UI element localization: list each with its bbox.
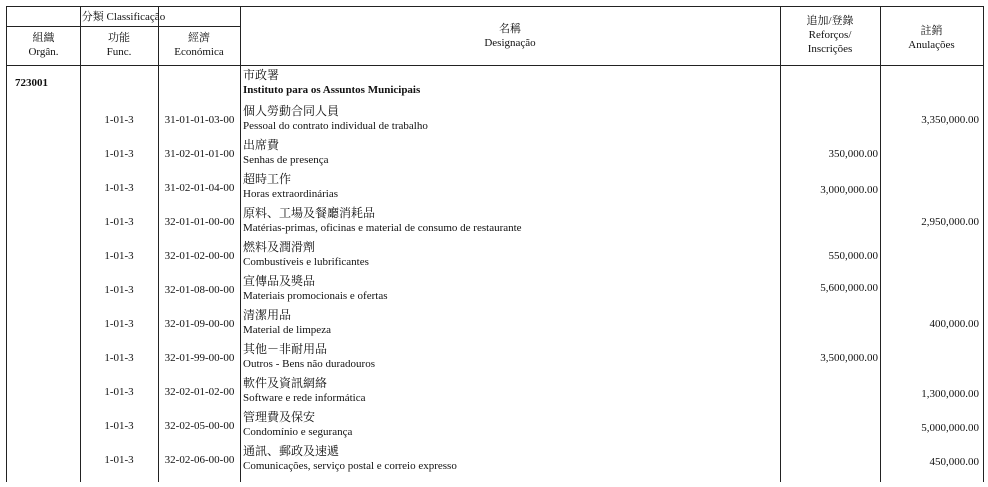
- header-divider: [7, 26, 240, 27]
- table-row: [7, 442, 983, 476]
- designation-zh: 個人勞動合同人員: [243, 104, 340, 118]
- designation-pt: Senhas de presença: [243, 154, 329, 166]
- designation-zh: 清潔用品: [243, 308, 292, 322]
- anulacao-value: 400,000.00: [929, 318, 979, 330]
- reforco-value: 550,000.00: [828, 250, 878, 262]
- table-row: [7, 204, 983, 238]
- header-bottom-line: [7, 65, 983, 66]
- eco-code: 32-01-09-00-00: [164, 318, 235, 330]
- table-row: [7, 102, 983, 136]
- func-code: 1-01-3: [104, 386, 134, 398]
- header-designacao-zh: 名稱: [499, 23, 521, 35]
- eco-code: 32-01-02-00-00: [164, 250, 235, 262]
- table-row: [7, 272, 983, 306]
- designation-pt: Materiais promocionais e ofertas: [243, 290, 388, 302]
- eco-code: 31-02-01-01-00: [164, 148, 235, 160]
- designation-pt: Outros - Bens não duradouros: [243, 358, 375, 370]
- designation-pt: Combustíveis e lubrificantes: [243, 256, 369, 268]
- institution-name-pt: Instituto para os Assuntos Municipais: [243, 84, 421, 96]
- header-organ-pt: Orgân.: [28, 46, 59, 58]
- header-reforco-pt1: Reforços/: [808, 29, 852, 41]
- eco-code: 32-01-08-00-00: [164, 284, 235, 296]
- designation-zh: 原料、工場及餐廳消耗品: [243, 206, 376, 220]
- eco-code: 32-02-06-00-00: [164, 454, 235, 466]
- header-func-zh: 功能: [108, 32, 130, 44]
- designation-zh: 管理費及保安: [243, 410, 316, 424]
- budget-table: [6, 6, 984, 482]
- header-anul-pt: Anulações: [908, 39, 955, 51]
- designation-zh: 通訊、郵政及速遞: [243, 444, 340, 458]
- header-classificacao: 分類 Classificação: [81, 11, 166, 23]
- table-row: [7, 238, 983, 272]
- func-code: 1-01-3: [104, 454, 134, 466]
- header-reforco-pt2: Inscrições: [807, 43, 853, 55]
- table-row: [7, 408, 983, 442]
- designation-zh: 燃料及潤滑劑: [243, 240, 316, 254]
- eco-code: 32-02-05-00-00: [164, 420, 235, 432]
- designation-zh: 出席費: [243, 138, 280, 152]
- institution-name-zh: 市政署: [243, 68, 280, 82]
- table-row: [7, 340, 983, 374]
- reforco-value: 3,000,000.00: [820, 184, 878, 196]
- designation-pt: Horas extraordinárias: [243, 188, 338, 200]
- designation-zh: 宣傳品及獎品: [243, 274, 316, 288]
- organ-code: 723001: [15, 77, 48, 89]
- func-code: 1-01-3: [104, 420, 134, 432]
- reforco-value: 3,500,000.00: [820, 352, 878, 364]
- table-row: [7, 170, 983, 204]
- table-row: [7, 136, 983, 170]
- designation-pt: Software e rede informática: [243, 392, 366, 404]
- designation-pt: Material de limpeza: [243, 324, 331, 336]
- reforco-value: 5,600,000.00: [820, 282, 878, 294]
- eco-code: 32-01-99-00-00: [164, 352, 235, 364]
- designation-pt: Matérias-primas, oficinas e material de consumo de restaurante: [243, 222, 522, 234]
- func-code: 1-01-3: [104, 114, 134, 126]
- anulacao-value: 2,950,000.00: [921, 216, 979, 228]
- anulacao-value: 1,300,000.00: [921, 388, 979, 400]
- func-code: 1-01-3: [104, 182, 134, 194]
- eco-code: 31-01-01-03-00: [164, 114, 235, 126]
- header-reforco-zh: 追加/登錄: [806, 15, 854, 27]
- anulacao-value: 450,000.00: [929, 456, 979, 468]
- designation-zh: 其他－非耐用品: [243, 342, 328, 356]
- header-func-pt: Func.: [106, 46, 132, 58]
- func-code: 1-01-3: [104, 148, 134, 160]
- table-row: [7, 306, 983, 340]
- designation-pt: Condomínio e segurança: [243, 426, 353, 438]
- func-code: 1-01-3: [104, 352, 134, 364]
- anulacao-value: 5,000,000.00: [921, 422, 979, 434]
- func-code: 1-01-3: [104, 250, 134, 262]
- reforco-value: 350,000.00: [828, 148, 878, 160]
- header-organ-zh: 組織: [32, 32, 55, 44]
- eco-code: 31-02-01-04-00: [164, 182, 235, 194]
- designation-pt: Pessoal do contrato individual de trabalho: [243, 120, 428, 132]
- designation-zh: 軟件及資訊網絡: [243, 376, 328, 390]
- eco-code: 32-01-01-00-00: [164, 216, 235, 228]
- header-designacao-pt: Designação: [484, 37, 536, 49]
- table-row: [7, 374, 983, 408]
- func-code: 1-01-3: [104, 284, 134, 296]
- eco-code: 32-02-01-02-00: [164, 386, 235, 398]
- header-anul-zh: 註銷: [920, 25, 943, 37]
- header-eco-zh: 經濟: [188, 32, 210, 44]
- header-eco-pt: Económica: [174, 46, 224, 58]
- anulacao-value: 3,350,000.00: [921, 114, 979, 126]
- func-code: 1-01-3: [104, 216, 134, 228]
- designation-zh: 超時工作: [243, 172, 292, 186]
- func-code: 1-01-3: [104, 318, 134, 330]
- designation-pt: Comunicações, serviço postal e correio expresso: [243, 460, 457, 472]
